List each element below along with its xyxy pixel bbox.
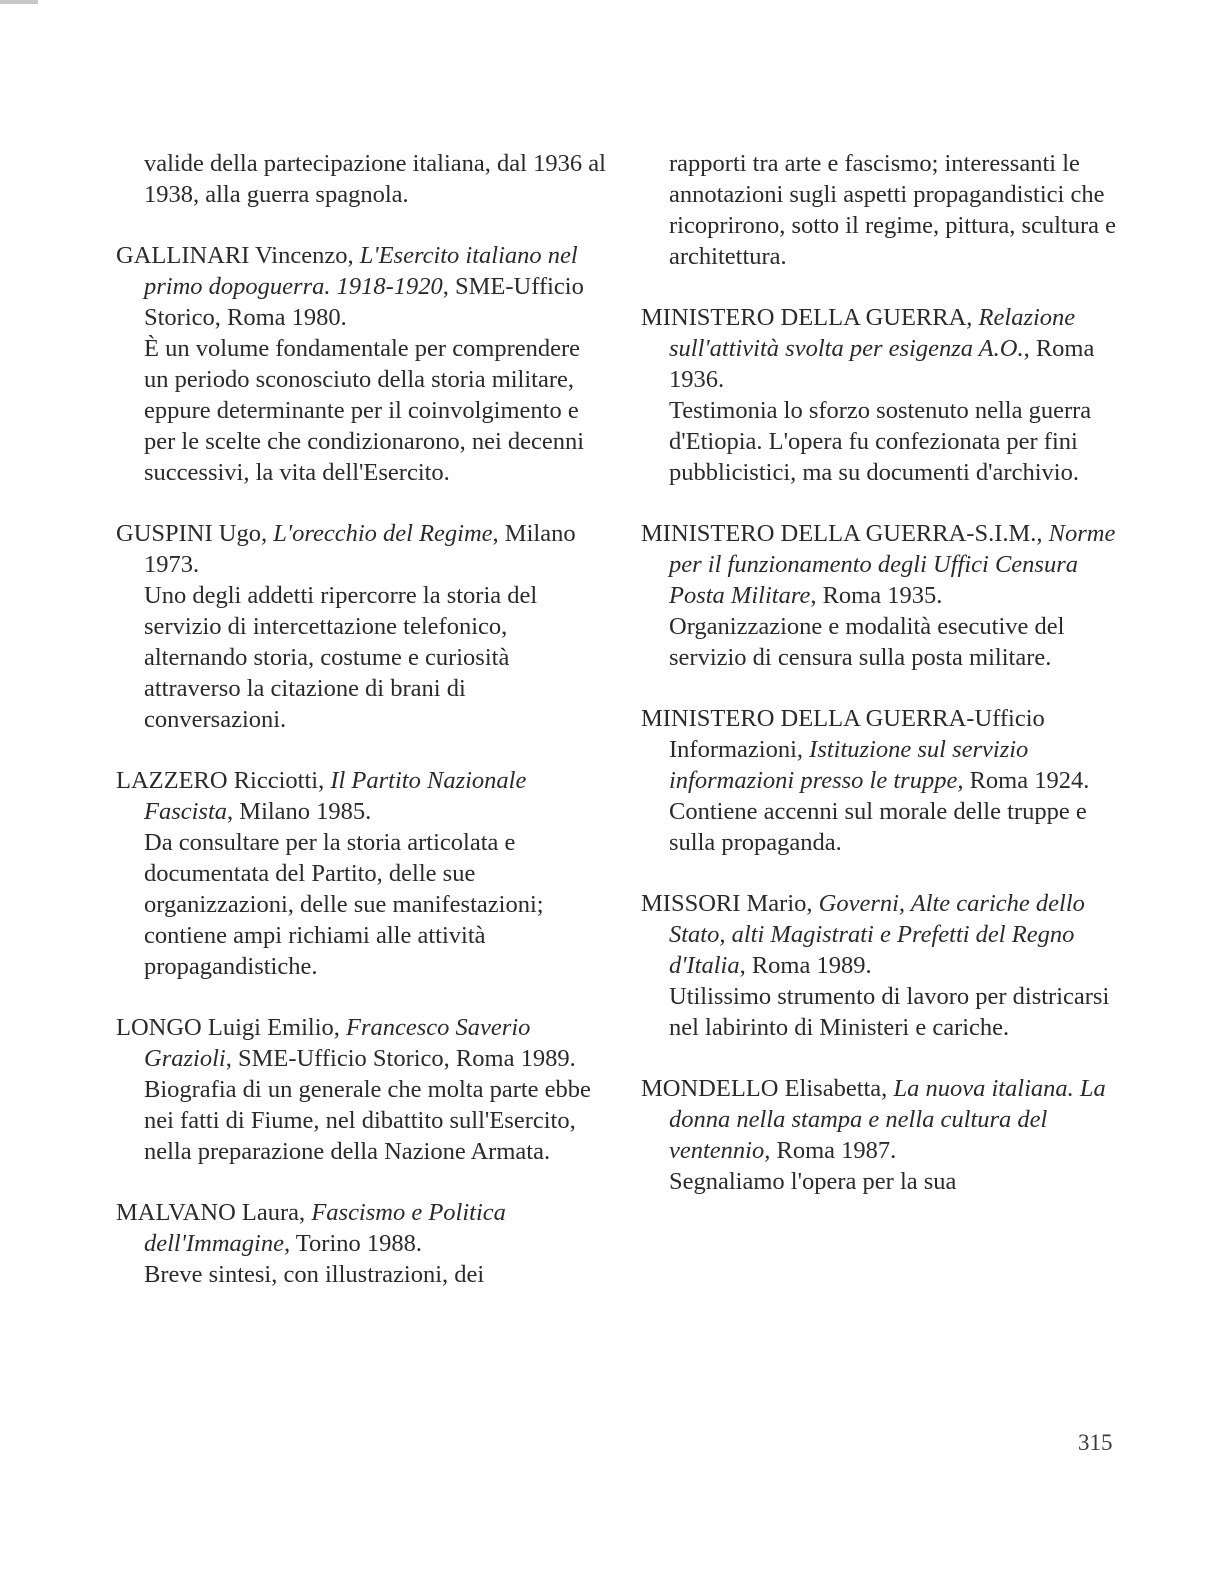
entry-publication: Roma 1924. xyxy=(963,767,1090,794)
entry-author: LAZZERO Ricciotti, xyxy=(116,767,331,794)
entry-publication: , Milano 1973. xyxy=(144,520,576,578)
bibliography-entry xyxy=(641,302,1131,488)
entry-author: GUSPINI Ugo, xyxy=(116,520,274,547)
entry-note: È un volume fondamentale per comprendere un periodo sconosciuto della storia militare, eppure determinante per il coinvolgimento e per le scelte che condizionarono, nei decenni successivi, la vita dell'Esercito. xyxy=(144,335,585,486)
entry-publication: , SME-Ufficio Storico, Roma 1980. xyxy=(144,273,584,331)
bibliography-entry xyxy=(116,148,606,210)
entry-note: Uno degli addetti ripercorre la storia del servizio di intercettazione telefonico, alternando storia, costume e curiosità attraverso la citazione di brani di conversazioni. xyxy=(144,582,538,733)
entry-note: Breve sintesi, con illustrazioni, dei xyxy=(144,1261,485,1288)
entry-title: Francesco Saverio Grazioli xyxy=(144,1014,531,1072)
entry-note: Da consultare per la storia articolata e documentata del Partito, delle sue organizzazioni, delle sue manifestazioni; contiene ampi richiami alle attività propagandistiche. xyxy=(144,829,544,980)
right-column xyxy=(641,148,1131,1227)
entry-note: Utilissimo strumento di lavoro per districarsi nel labirinto di Ministeri e cariche. xyxy=(669,983,1110,1041)
bibliography-entry xyxy=(116,518,606,735)
entry-note: Testimonia lo sforzo sostenuto nella guerra d'Etiopia. L'opera fu confezionata per fini pubblicistici, ma su documenti d'archivio. xyxy=(669,397,1092,486)
left-column xyxy=(116,148,606,1320)
bibliography-entry xyxy=(116,1197,606,1290)
entry-title: Governi, Alte cariche dello Stato, alti Magistrati e Prefetti del Regno d'Italia xyxy=(669,890,1085,979)
entry-note: rapporti tra arte e fascismo; interessanti le annotazioni sugli aspetti propagandistici che ricoprirono, sotto il regime, pittura, scultura e architettura. xyxy=(669,150,1117,270)
entry-title: La nuova italiana. La donna nella stampa e nella cultura del ventennio, xyxy=(669,1075,1106,1164)
entry-note: Contiene accenni sul morale delle truppe e sulla propaganda. xyxy=(669,798,1087,856)
entry-publication: , Milano 1985. xyxy=(227,798,372,825)
entry-author: MISSORI Mario, xyxy=(641,890,819,917)
entry-title: Istituzione sul servizio informazioni presso le truppe, xyxy=(669,736,1029,794)
bibliography-entry xyxy=(116,765,606,982)
bibliography-entry xyxy=(116,1012,606,1167)
entry-publication: Roma 1987. xyxy=(770,1137,897,1164)
entry-author: MINISTERO DELLA GUERRA-Ufficio Informazioni, xyxy=(641,705,1045,763)
bibliography-entry xyxy=(641,703,1131,858)
entry-author: MONDELLO Elisabetta, xyxy=(641,1075,894,1102)
entry-publication: , SME-Ufficio Storico, Roma 1989. xyxy=(225,1045,576,1072)
entry-author: MINISTERO DELLA GUERRA, xyxy=(641,304,979,331)
bibliography-entry xyxy=(116,240,606,488)
entry-title: Norme per il funzionamento degli Uffici Censura Posta Militare xyxy=(669,520,1116,609)
entry-note: Segnaliamo l'opera per la sua xyxy=(669,1168,957,1195)
bibliography-entry xyxy=(641,1073,1131,1197)
entry-title: L'Esercito italiano nel primo dopoguerra. 1918-1920 xyxy=(144,242,578,300)
entry-note: valide della partecipazione italiana, dal 1936 al 1938, alla guerra spagnola. xyxy=(144,150,606,208)
entry-author: MINISTERO DELLA GUERRA-S.I.M., xyxy=(641,520,1049,547)
entry-title: Il Partito Nazionale Fascista xyxy=(144,767,527,825)
entry-title: Fascismo e Politica dell'Immagine, xyxy=(144,1199,506,1257)
scan-edge-mark xyxy=(0,0,38,4)
entry-title: L'orecchio del Regime xyxy=(273,520,493,547)
entry-publication: , Roma 1935. xyxy=(810,582,943,609)
bibliography-entry xyxy=(641,888,1131,1043)
entry-author: GALLINARI Vincenzo, xyxy=(116,242,360,269)
entry-publication: Torino 1988. xyxy=(290,1230,422,1257)
entry-note: Organizzazione e modalità esecutive del servizio di censura sulla posta militare. xyxy=(669,613,1065,671)
entry-title: Relazione sull'attività svolta per esigenza A.O. xyxy=(669,304,1076,362)
entry-note: Biografia di un generale che molta parte ebbe nei fatti di Fiume, nel dibattito sull'Esercito, nella preparazione della Nazione Armata. xyxy=(144,1076,591,1165)
entry-author: MALVANO Laura, xyxy=(116,1199,312,1226)
entry-publication: , Roma 1989. xyxy=(739,952,872,979)
entry-publication: , Roma 1936. xyxy=(669,335,1095,393)
bibliography-entry xyxy=(641,148,1131,272)
bibliography-entry xyxy=(641,518,1131,673)
page-number: 315 xyxy=(1078,1430,1113,1455)
entry-author: LONGO Luigi Emilio, xyxy=(116,1014,347,1041)
